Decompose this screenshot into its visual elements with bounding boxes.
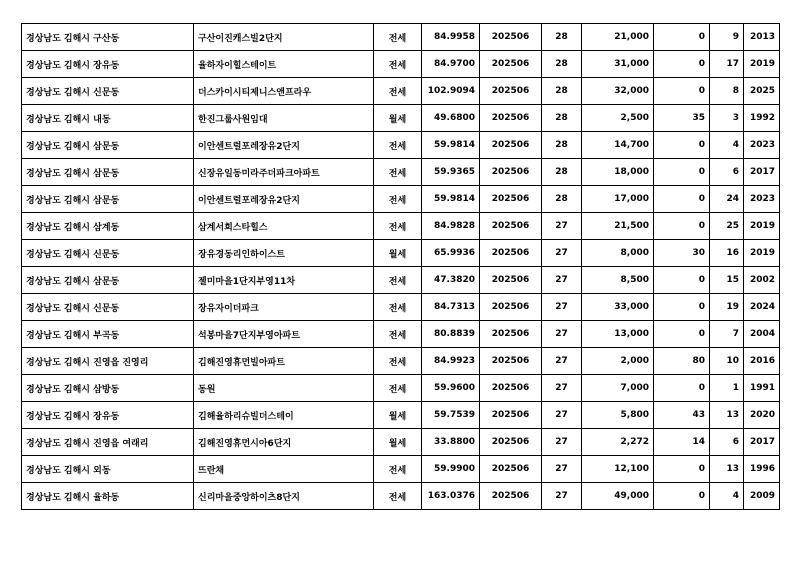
cell-type: 전세 (374, 24, 422, 51)
cell-region: 경상남도 김해시 신문동 (22, 294, 194, 321)
cell-rent: 0 (654, 78, 710, 105)
table-row (22, 105, 780, 132)
cell-complex: 석봉마을7단지부영아파트 (194, 321, 374, 348)
cell-area: 49.6800 (422, 105, 480, 132)
cell-deposit: 33,000 (582, 294, 654, 321)
cell-contract-month: 202506 (480, 402, 542, 429)
table-row (22, 159, 780, 186)
cell-rent: 0 (654, 186, 710, 213)
cell-region: 경상남도 김해시 삼계동 (22, 213, 194, 240)
cell-complex: 더스카이시티제니스앤프라우 (194, 78, 374, 105)
cell-contract-month: 202506 (480, 348, 542, 375)
cell-floor: 10 (710, 348, 744, 375)
cell-area: 59.9814 (422, 186, 480, 213)
cell-day: 27 (542, 483, 582, 510)
cell-contract-month: 202506 (480, 321, 542, 348)
cell-rent: 0 (654, 321, 710, 348)
cell-type: 전세 (374, 321, 422, 348)
cell-type: 전세 (374, 483, 422, 510)
cell-area: 84.9700 (422, 51, 480, 78)
cell-contract-month: 202506 (480, 186, 542, 213)
cell-build-year: 2017 (744, 429, 780, 456)
cell-floor: 19 (710, 294, 744, 321)
cell-deposit: 21,000 (582, 24, 654, 51)
cell-complex: 김해진영휴먼빌아파트 (194, 348, 374, 375)
cell-region: 경상남도 김해시 삼문동 (22, 186, 194, 213)
cell-area: 102.9094 (422, 78, 480, 105)
cell-day: 27 (542, 213, 582, 240)
cell-contract-month: 202506 (480, 483, 542, 510)
cell-floor: 16 (710, 240, 744, 267)
cell-deposit: 14,700 (582, 132, 654, 159)
cell-day: 27 (542, 294, 582, 321)
cell-area: 84.9958 (422, 24, 480, 51)
cell-region: 경상남도 김해시 삼문동 (22, 132, 194, 159)
cell-deposit: 17,000 (582, 186, 654, 213)
cell-deposit: 49,000 (582, 483, 654, 510)
cell-build-year: 2019 (744, 240, 780, 267)
cell-area: 84.7313 (422, 294, 480, 321)
cell-area: 163.0376 (422, 483, 480, 510)
cell-complex: 신장유일동미라주더파크아파트 (194, 159, 374, 186)
cell-region: 경상남도 김해시 신문동 (22, 78, 194, 105)
cell-deposit: 8,000 (582, 240, 654, 267)
cell-rent: 35 (654, 105, 710, 132)
cell-region: 경상남도 김해시 부곡동 (22, 321, 194, 348)
cell-build-year: 1996 (744, 456, 780, 483)
cell-day: 28 (542, 159, 582, 186)
cell-contract-month: 202506 (480, 105, 542, 132)
cell-deposit: 31,000 (582, 51, 654, 78)
cell-rent: 0 (654, 132, 710, 159)
cell-contract-month: 202506 (480, 456, 542, 483)
cell-build-year: 2002 (744, 267, 780, 294)
cell-build-year: 2009 (744, 483, 780, 510)
cell-floor: 1 (710, 375, 744, 402)
cell-day: 28 (542, 78, 582, 105)
cell-complex: 한진그룹사원임대 (194, 105, 374, 132)
cell-day: 27 (542, 321, 582, 348)
cell-build-year: 2023 (744, 186, 780, 213)
cell-contract-month: 202506 (480, 24, 542, 51)
cell-region: 경상남도 김해시 장유동 (22, 51, 194, 78)
cell-type: 월세 (374, 240, 422, 267)
cell-contract-month: 202506 (480, 267, 542, 294)
cell-region: 경상남도 김해시 구산동 (22, 24, 194, 51)
cell-build-year: 1992 (744, 105, 780, 132)
table-row (22, 24, 780, 51)
cell-type: 월세 (374, 429, 422, 456)
cell-build-year: 2023 (744, 132, 780, 159)
cell-deposit: 32,000 (582, 78, 654, 105)
table-row (22, 267, 780, 294)
cell-deposit: 18,000 (582, 159, 654, 186)
cell-deposit: 2,000 (582, 348, 654, 375)
cell-deposit: 5,800 (582, 402, 654, 429)
table-row (22, 375, 780, 402)
cell-type: 전세 (374, 375, 422, 402)
table-row (22, 402, 780, 429)
cell-floor: 4 (710, 132, 744, 159)
cell-region: 경상남도 김해시 신문동 (22, 240, 194, 267)
cell-build-year: 2013 (744, 24, 780, 51)
cell-rent: 80 (654, 348, 710, 375)
cell-build-year: 2004 (744, 321, 780, 348)
cell-complex: 장유경동리인하이스트 (194, 240, 374, 267)
table-body (22, 24, 780, 510)
cell-type: 전세 (374, 159, 422, 186)
cell-type: 월세 (374, 105, 422, 132)
cell-area: 33.8800 (422, 429, 480, 456)
cell-complex: 삼계서희스타힐스 (194, 213, 374, 240)
cell-region: 경상남도 김해시 장유동 (22, 402, 194, 429)
cell-deposit: 12,100 (582, 456, 654, 483)
cell-complex: 뜨란채 (194, 456, 374, 483)
table-row (22, 51, 780, 78)
cell-complex: 김해진영휴먼시아6단지 (194, 429, 374, 456)
cell-region: 경상남도 김해시 삼문동 (22, 159, 194, 186)
cell-deposit: 13,000 (582, 321, 654, 348)
table-row (22, 132, 780, 159)
cell-contract-month: 202506 (480, 51, 542, 78)
cell-floor: 9 (710, 24, 744, 51)
table-row (22, 186, 780, 213)
cell-floor: 6 (710, 429, 744, 456)
table-row (22, 240, 780, 267)
cell-contract-month: 202506 (480, 375, 542, 402)
cell-area: 80.8839 (422, 321, 480, 348)
table-row (22, 456, 780, 483)
cell-floor: 13 (710, 402, 744, 429)
cell-day: 28 (542, 105, 582, 132)
cell-build-year: 2017 (744, 159, 780, 186)
cell-day: 28 (542, 24, 582, 51)
cell-area: 59.9365 (422, 159, 480, 186)
cell-rent: 0 (654, 375, 710, 402)
cell-rent: 30 (654, 240, 710, 267)
cell-build-year: 2019 (744, 51, 780, 78)
table-row (22, 294, 780, 321)
cell-type: 월세 (374, 402, 422, 429)
cell-deposit: 8,500 (582, 267, 654, 294)
cell-build-year: 2016 (744, 348, 780, 375)
cell-floor: 15 (710, 267, 744, 294)
cell-region: 경상남도 김해시 삼문동 (22, 267, 194, 294)
cell-rent: 43 (654, 402, 710, 429)
cell-contract-month: 202506 (480, 132, 542, 159)
transaction-table (21, 23, 780, 510)
cell-type: 전세 (374, 51, 422, 78)
cell-type: 전세 (374, 213, 422, 240)
cell-day: 27 (542, 456, 582, 483)
cell-day: 27 (542, 402, 582, 429)
table-row (22, 78, 780, 105)
cell-deposit: 2,500 (582, 105, 654, 132)
cell-region: 경상남도 김해시 외동 (22, 456, 194, 483)
cell-area: 65.9936 (422, 240, 480, 267)
cell-deposit: 21,500 (582, 213, 654, 240)
cell-build-year: 2024 (744, 294, 780, 321)
cell-deposit: 2,272 (582, 429, 654, 456)
cell-complex: 이안센트럴포레장유2단지 (194, 132, 374, 159)
cell-deposit: 7,000 (582, 375, 654, 402)
cell-rent: 0 (654, 213, 710, 240)
cell-area: 59.7539 (422, 402, 480, 429)
table-row (22, 213, 780, 240)
cell-day: 28 (542, 186, 582, 213)
cell-build-year: 2025 (744, 78, 780, 105)
cell-contract-month: 202506 (480, 159, 542, 186)
table-row (22, 321, 780, 348)
cell-floor: 3 (710, 105, 744, 132)
cell-floor: 17 (710, 51, 744, 78)
cell-type: 전세 (374, 267, 422, 294)
cell-rent: 0 (654, 483, 710, 510)
cell-type: 전세 (374, 78, 422, 105)
cell-type: 전세 (374, 294, 422, 321)
cell-rent: 0 (654, 159, 710, 186)
cell-build-year: 1991 (744, 375, 780, 402)
cell-floor: 13 (710, 456, 744, 483)
cell-floor: 8 (710, 78, 744, 105)
cell-complex: 젤미마을1단지부영11차 (194, 267, 374, 294)
cell-rent: 0 (654, 24, 710, 51)
cell-contract-month: 202506 (480, 213, 542, 240)
cell-day: 27 (542, 267, 582, 294)
cell-contract-month: 202506 (480, 78, 542, 105)
table-row (22, 483, 780, 510)
cell-day: 27 (542, 348, 582, 375)
cell-floor: 24 (710, 186, 744, 213)
cell-complex: 장유자이더파크 (194, 294, 374, 321)
cell-complex: 구산이진캐스빌2단지 (194, 24, 374, 51)
cell-area: 84.9923 (422, 348, 480, 375)
cell-build-year: 2020 (744, 402, 780, 429)
cell-type: 전세 (374, 132, 422, 159)
cell-region: 경상남도 김해시 진영읍 진영리 (22, 348, 194, 375)
cell-type: 전세 (374, 186, 422, 213)
cell-region: 경상남도 김해시 율하동 (22, 483, 194, 510)
cell-rent: 0 (654, 456, 710, 483)
cell-floor: 25 (710, 213, 744, 240)
table-row (22, 429, 780, 456)
cell-rent: 0 (654, 294, 710, 321)
cell-day: 28 (542, 132, 582, 159)
cell-area: 59.9900 (422, 456, 480, 483)
cell-area: 59.9814 (422, 132, 480, 159)
cell-region: 경상남도 김해시 진영읍 여래리 (22, 429, 194, 456)
cell-rent: 14 (654, 429, 710, 456)
cell-contract-month: 202506 (480, 294, 542, 321)
cell-region: 경상남도 김해시 내동 (22, 105, 194, 132)
cell-complex: 율하자이힐스테이트 (194, 51, 374, 78)
cell-day: 27 (542, 429, 582, 456)
cell-build-year: 2019 (744, 213, 780, 240)
cell-area: 47.3820 (422, 267, 480, 294)
cell-type: 전세 (374, 348, 422, 375)
cell-complex: 김해율하리슈빌더스테이 (194, 402, 374, 429)
cell-day: 27 (542, 240, 582, 267)
cell-contract-month: 202506 (480, 240, 542, 267)
cell-region: 경상남도 김해시 삼방동 (22, 375, 194, 402)
cell-rent: 0 (654, 267, 710, 294)
cell-floor: 4 (710, 483, 744, 510)
cell-area: 84.9828 (422, 213, 480, 240)
cell-type: 전세 (374, 456, 422, 483)
cell-day: 28 (542, 51, 582, 78)
table-row (22, 348, 780, 375)
cell-floor: 7 (710, 321, 744, 348)
cell-complex: 동원 (194, 375, 374, 402)
cell-day: 27 (542, 375, 582, 402)
cell-area: 59.9600 (422, 375, 480, 402)
cell-rent: 0 (654, 51, 710, 78)
cell-contract-month: 202506 (480, 429, 542, 456)
cell-complex: 신리마을중앙하이츠8단지 (194, 483, 374, 510)
cell-complex: 이안센트럴포레장유2단지 (194, 186, 374, 213)
cell-floor: 6 (710, 159, 744, 186)
